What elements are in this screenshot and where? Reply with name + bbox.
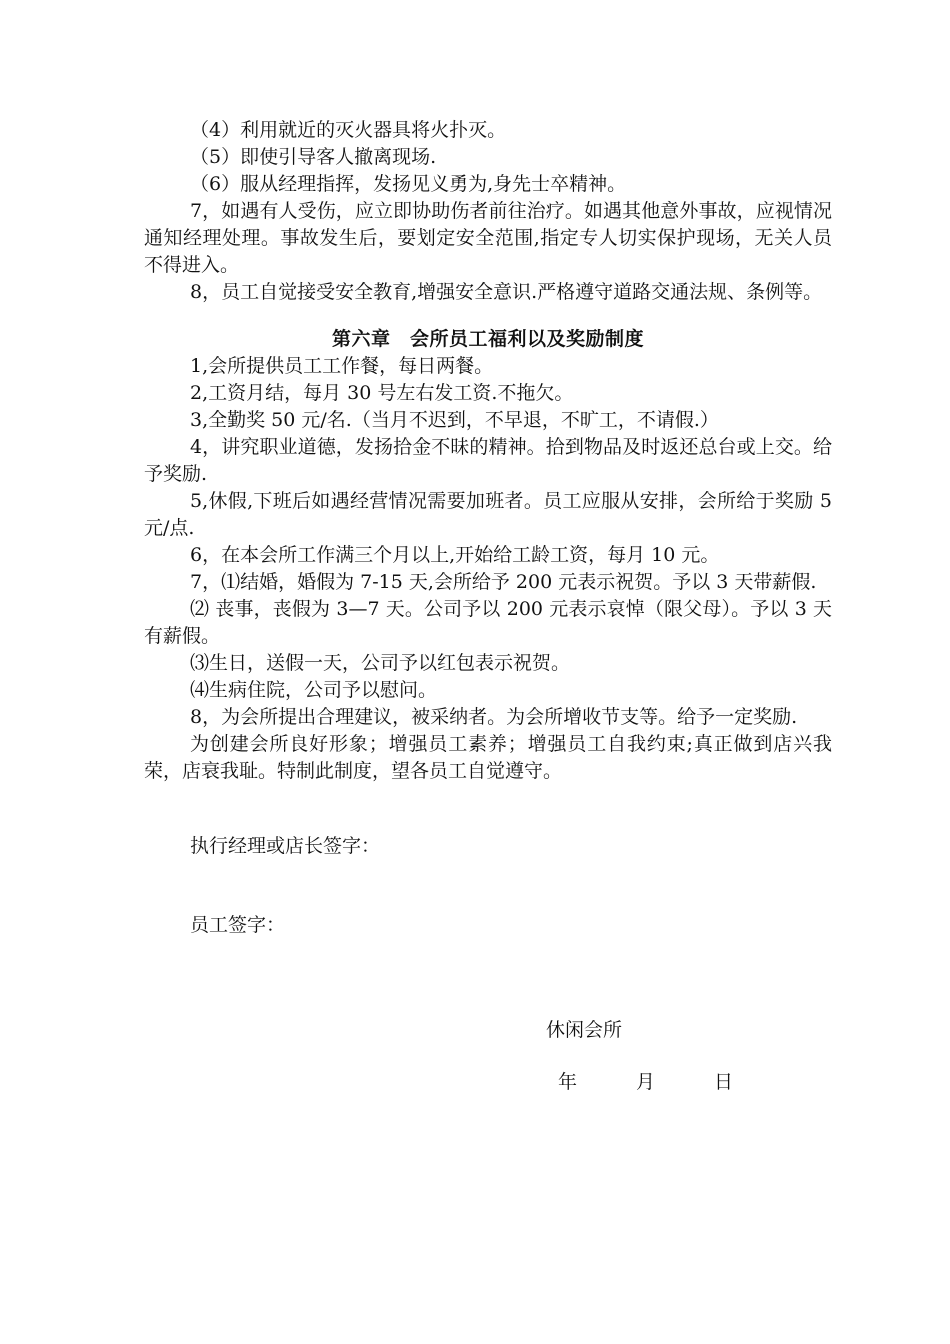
paragraph: 8，员工自觉接受安全教育,增强安全意识.严格遵守道路交通法规、条例等。 <box>190 281 823 303</box>
rule-item: ⑵ 丧事，丧假为 3—7 天。公司予以 200 元表示哀悼（限父母）。予以 3 天有薪假。 <box>144 598 832 647</box>
document-page <box>144 117 832 939</box>
rule-item: 7，⑴结婚，婚假为 7-15 天,会所给予 200 元表示祝贺。予以 3 天带薪假. <box>190 571 817 593</box>
welfare-rules <box>144 353 832 785</box>
rule-item: 4，讲究职业道德，发扬拾金不昧的精神。拾到物品及时返还总台或上交。给予奖励. <box>144 436 832 485</box>
paragraph: （4）利用就近的灭火器具将火扑灭。 <box>190 119 507 141</box>
rule-item: ⑶生日，送假一天，公司予以红包表示祝贺。 <box>190 652 571 674</box>
rule-item: ⑷生病住院，公司予以慰问。 <box>190 679 438 701</box>
date-month: 月 <box>636 1071 656 1093</box>
rule-item: 8，为会所提出合理建议，被采纳者。为会所增收节支等。给予一定奖励. <box>190 706 798 728</box>
paragraph: 7，如遇有人受伤，应立即协助伤者前往治疗。如遇其他意外事故，应视情况通知经理处理。事故发生后，要划定安全范围,指定专人切实保护现场，无关人员不得进入。 <box>144 200 832 276</box>
date-year: 年 <box>558 1071 578 1093</box>
rule-item: 3,全勤奖 50 元/名.（当月不迟到，不早退，不旷工，不请假.） <box>190 409 719 431</box>
rule-item: 6，在本会所工作满三个月以上,开始给工龄工资，每月 10 元。 <box>190 544 720 566</box>
chapter-title: 第六章 会所员工福利以及奖励制度 <box>331 328 644 350</box>
manager-signature-label: 执行经理或店长签字： <box>190 835 381 857</box>
closing-statement: 为创建会所良好形象；增强员工素养；增强员工自我约束;真正做到店兴我荣，店衰我耻。特制此制度，望各员工自觉遵守。 <box>144 733 832 782</box>
date-line <box>558 1069 733 1096</box>
company-name: 休闲会所 <box>546 1019 623 1041</box>
safety-section-tail <box>144 117 832 306</box>
paragraph: （6）服从经理指挥，发扬见义勇为,身先士卒精神。 <box>190 173 627 195</box>
rule-item: 5,休假,下班后如遇经营情况需要加班者。员工应服从安排，会所给于奖励 5 元/点. <box>144 490 832 539</box>
staff-signature-label: 员工签字： <box>190 914 286 936</box>
paragraph: （5）即使引导客人撤离现场. <box>190 146 437 168</box>
rule-item: 2,工资月结，每月 30 号左右发工资.不拖欠。 <box>190 382 574 404</box>
rule-item: 1,会所提供员工工作餐，每日两餐。 <box>190 355 494 377</box>
date-day: 日 <box>714 1071 734 1093</box>
